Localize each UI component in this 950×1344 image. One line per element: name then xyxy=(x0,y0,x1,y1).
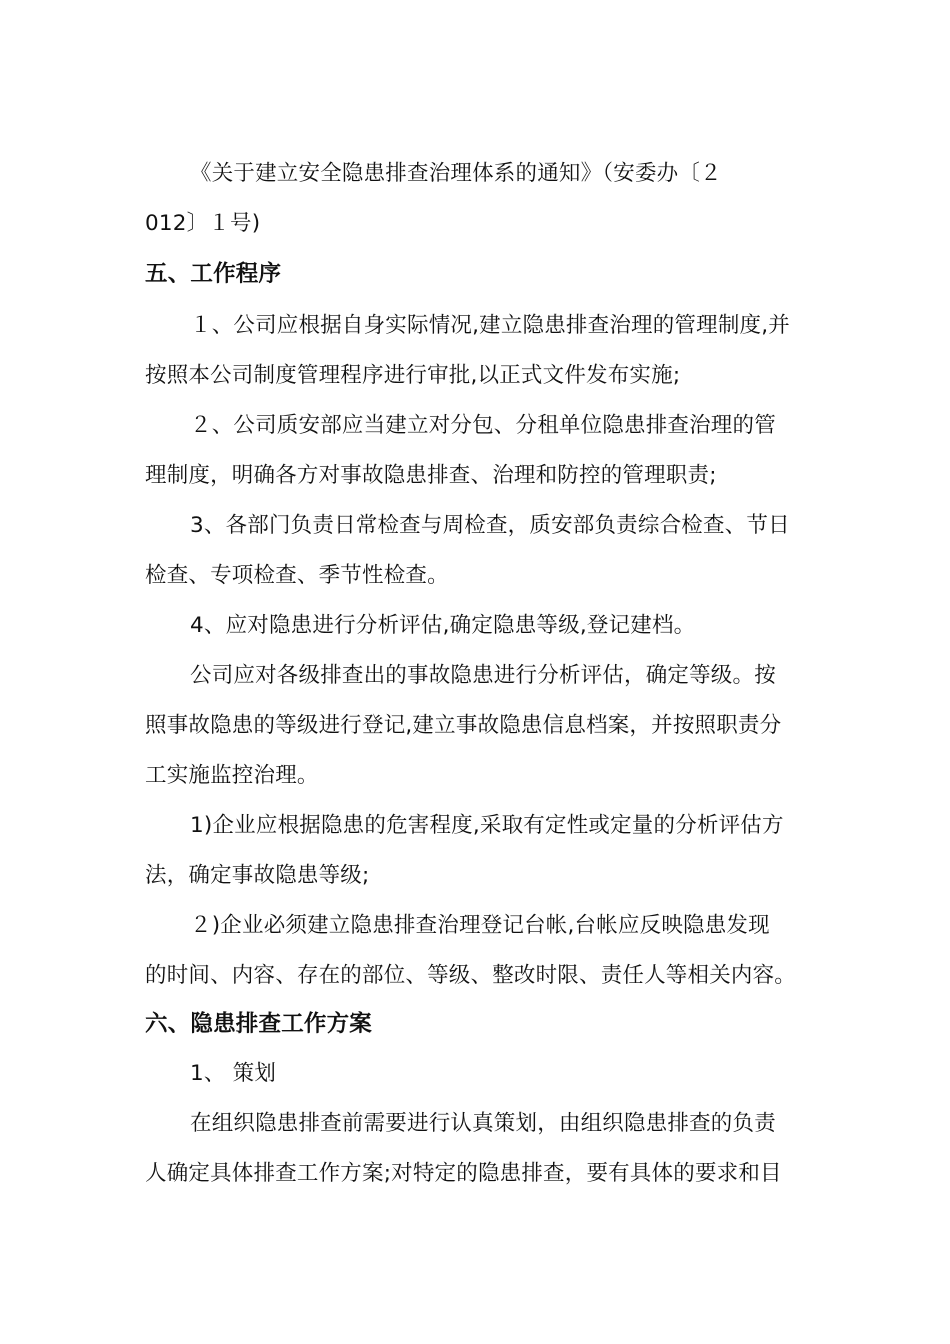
section-5-p4-line-1: 4、应对隐患进行分析评估,确定隐患等级,登记建档。 xyxy=(190,613,696,638)
section-5-p3-line-1: 3、各部门负责日常检查与周检查，质安部负责综合检查、节日 xyxy=(190,513,790,538)
section-5-p3-line-2: 检查、专项检查、季节性检查。 xyxy=(145,563,449,588)
reference-line-1: 《关于建立安全隐患排查治理体系的通知》（安委办〔２ xyxy=(190,161,722,186)
section-5-p6-line-2: 法，确定事故隐患等级; xyxy=(145,863,370,888)
section-5-p7-line-2: 的时间、内容、存在的部位、等级、整改时限、责任人等相关内容。 xyxy=(145,963,797,988)
section-5-p6-line-1: 1)企业应根据隐患的危害程度,采取有定性或定量的分析评估方 xyxy=(190,813,784,838)
section-5-p5-line-3: 工实施监控治理。 xyxy=(145,763,319,788)
section-5-heading: 五、工作程序 xyxy=(145,261,282,287)
section-5-p5-line-2: 照事故隐患的等级进行登记,建立事故隐患信息档案，并按照职责分 xyxy=(145,713,782,738)
section-6-p1-line-2: 人确定具体排查工作方案;对特定的隐患排查，要有具体的要求和目 xyxy=(145,1161,782,1186)
section-5-p7-line-1: ２)企业必须建立隐患排查治理登记台帐,台帐应反映隐患发现 xyxy=(190,913,770,938)
section-6-p1-line-1: 在组织隐患排查前需要进行认真策划，由组织隐患排查的负责 xyxy=(190,1111,776,1136)
reference-line-2: 012〕１号) xyxy=(145,211,261,236)
section-5-p1-line-1: １、公司应根据自身实际情况,建立隐患排查治理的管理制度,并 xyxy=(190,313,790,338)
section-5-p1-line-2: 按照本公司制度管理程序进行审批,以正式文件发布实施; xyxy=(145,363,681,388)
section-5-p5-line-1: 公司应对各级排查出的事故隐患进行分析评估，确定等级。按 xyxy=(190,663,776,688)
section-6-heading: 六、隐患排查工作方案 xyxy=(145,1011,373,1037)
section-5-p2-line-1: ２、公司质安部应当建立对分包、分租单位隐患排查治理的管 xyxy=(190,413,776,438)
section-6-item-1: 1、 策划 xyxy=(190,1061,277,1086)
section-5-p2-line-2: 理制度，明确各方对事故隐患排查、治理和防控的管理职责; xyxy=(145,463,717,488)
